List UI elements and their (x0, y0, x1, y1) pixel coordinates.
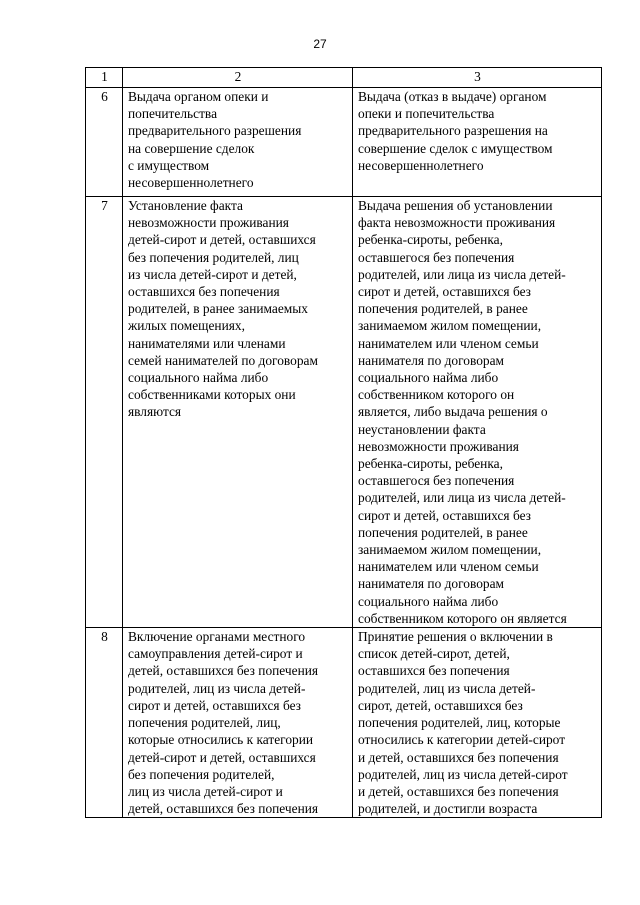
table-header-row (86, 68, 602, 88)
service-result-cell: Принятие решения о включении в список детей-сирот, детей, оставшихся без попечения родителей, лиц из числа детей- сирот, детей, оставшихся без попечения родителей, лиц, которые относились к категории детей-сирот и детей, оставшихся без попечения родителей, лиц из числа детей-сирот и детей, оставшихся без попечения родителей, и достигли возраста (353, 628, 602, 818)
header-cell-col3: 3 (353, 68, 602, 88)
page-number: 27 (313, 37, 327, 51)
service-name-cell: Установление факта невозможности проживания детей-сирот и детей, оставшихся без попечения родителей, лиц из числа детей-сирот и детей, оставшихся без попечения родителей, в ранее занимаемых жилых помещениях, нанимателями или членами семей нанимателей по договорам социального найма либо собственниками которых они являются (123, 197, 353, 628)
table-row (86, 197, 602, 628)
header-cell-col2: 2 (123, 68, 353, 88)
table-row (86, 628, 602, 818)
services-table (85, 67, 602, 818)
service-result-cell: Выдача решения об установлении факта невозможности проживания ребенка-сироты, ребенка, оставшегося без попечения родителей, или лица из числа детей- сирот и детей, оставшихся без попечения родителей, в ранее занимаемом жилом помещении, нанимателем или членом семьи нанимателя по договорам социального найма либо собственником которого он является, либо выдача решения о неустановлении факта невозможности проживания ребенка-сироты, ребенка, оставшегося без попечения родителей, или лица из числа детей- сирот и детей, оставшихся без попечения родителей, в ранее занимаемом жилом помещении, нанимателем или членом семьи нанимателя по договорам социального найма либо собственником которого он является (353, 197, 602, 628)
header-cell-col1: 1 (86, 68, 123, 88)
service-result-cell: Выдача (отказ в выдаче) органом опеки и попечительства предварительного разрешения на совершение сделок с имуществом несовершеннолетнего (353, 88, 602, 197)
table-row (86, 88, 602, 197)
service-name-cell: Включение органами местного самоуправления детей-сирот и детей, оставшихся без попечения родителей, лиц из числа детей- сирот и детей, оставшихся без попечения родителей, лиц, которые относились к категории детей-сирот и детей, оставшихся без попечения родителей, лиц из числа детей-сирот и детей, оставшихся без попечения (123, 628, 353, 818)
service-name-cell: Выдача органом опеки и попечительства предварительного разрешения на совершение сделок с имуществом несовершеннолетнего (123, 88, 353, 197)
row-number: 6 (86, 88, 123, 197)
row-number: 8 (86, 628, 123, 818)
row-number: 7 (86, 197, 123, 628)
